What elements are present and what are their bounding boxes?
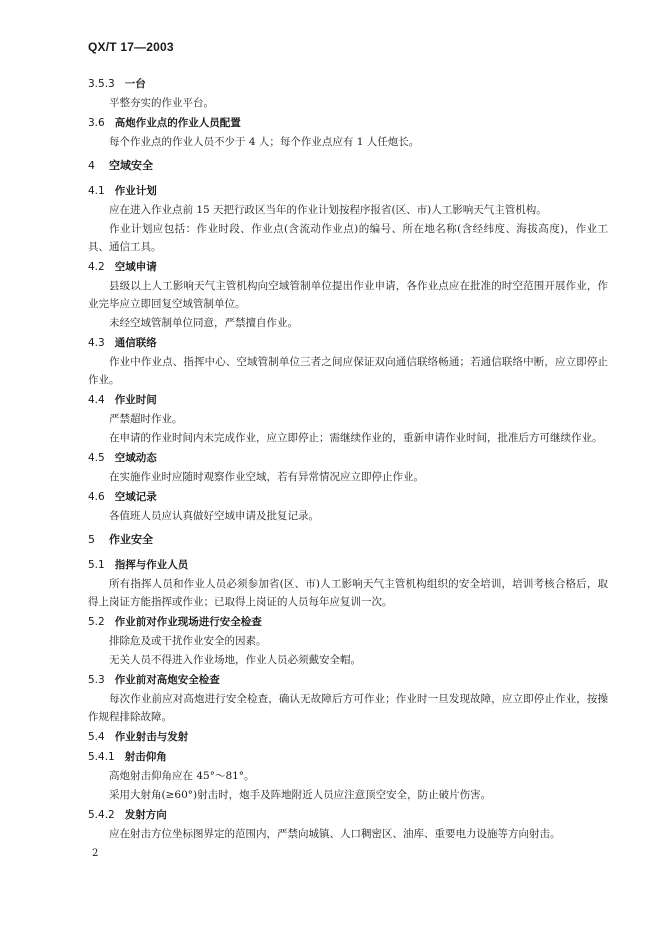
section-title: 作业计划	[114, 185, 157, 197]
paragraph: 严禁超时作业。	[109, 413, 183, 425]
section-title: 射击仰角	[124, 751, 167, 763]
paragraph: 高炮射击仰角应在 45°～81°。	[109, 770, 255, 782]
subsection-heading	[88, 487, 608, 507]
subsection-heading	[88, 612, 608, 632]
paragraph: 在申请的作业时间内未完成作业，应立即停止；需继续作业的，重新申请作业时间，批准后方可继续作业。	[109, 432, 603, 444]
section-title: 作业射击与发射	[114, 731, 189, 743]
subsection-heading	[88, 670, 608, 690]
section-number: 4.6	[88, 491, 105, 503]
subsection-heading	[88, 333, 608, 353]
paragraph: 在实施作业时应随时观察作业空域，若有异常情况应立即停止作业。	[109, 471, 424, 483]
section-title: 空域安全	[109, 159, 153, 172]
section-title: 空域记录	[114, 491, 157, 503]
section-title: 作业安全	[109, 533, 153, 546]
section-title: 一台	[124, 78, 146, 90]
subsection-heading	[88, 747, 608, 767]
subsection-heading	[88, 181, 608, 201]
section-title: 作业前对高炮安全检查	[114, 674, 220, 686]
section-number: 5.1	[88, 559, 105, 571]
subsection-heading	[88, 257, 608, 277]
paragraph: 每次作业前应对高炮进行安全检查，确认无故障后方可作业；作业时一旦发现故障，应立即停止作业，按操作规程排除故障。	[88, 693, 608, 723]
section-title: 空域申请	[114, 261, 157, 273]
section-title: 通信联络	[114, 337, 157, 349]
subsection-heading	[88, 805, 608, 825]
section-title: 指挥与作业人员	[114, 559, 189, 571]
paragraph: 平整夯实的作业平台。	[109, 97, 214, 109]
paragraph: 县级以上人工影响天气主管机构向空域管制单位提出作业申请，各作业点应在批准的时空范围开展作业，作业完毕应立即回复空域管制单位。	[88, 280, 608, 310]
section-number: 4.3	[88, 337, 105, 349]
subsection-heading	[88, 555, 608, 575]
section-title: 高炮作业点的作业人员配置	[114, 117, 241, 129]
paragraph: 无关人员不得进入作业场地，作业人员必须戴安全帽。	[109, 654, 361, 666]
section-number: 4	[88, 159, 95, 172]
section-title: 作业前对作业现场进行安全检查	[114, 616, 262, 628]
paragraph: 应在进入作业点前 15 天把行政区当年的作业计划按程序报省(区、市)人工影响天气主管机构。	[109, 204, 547, 216]
section-number: 4.4	[88, 394, 105, 406]
subsection-heading	[88, 113, 608, 133]
section-title: 发射方向	[124, 809, 167, 821]
paragraph: 排除危及或干扰作业安全的因素。	[109, 635, 267, 647]
page-number: 2	[92, 848, 99, 859]
section-number: 3.6	[88, 117, 105, 129]
section-title: 作业时间	[114, 394, 157, 406]
section-number: 4.5	[88, 452, 105, 464]
section-number: 4.1	[88, 185, 105, 197]
paragraph: 作业中作业点、指挥中心、空域管制单位三者之间应保证双向通信联络畅通；若通信联络中断，应立即停止作业。	[88, 356, 608, 386]
paragraph: 各值班人员应认真做好空域申请及批复记录。	[109, 510, 319, 522]
section-number: 5.2	[88, 616, 105, 628]
section-title: 空域动态	[114, 452, 157, 464]
section-number: 5.4.2	[88, 809, 115, 821]
paragraph: 所有指挥人员和作业人员必须参加省(区、市)人工影响天气主管机构组织的安全培训，培训考核合格后，取得上岗证方能指挥或作业；已取得上岗证的人员每年应复训一次。	[88, 578, 608, 608]
section-number: 5	[88, 533, 95, 546]
document-body	[88, 74, 608, 844]
subsection-heading	[88, 727, 608, 747]
subsection-heading	[88, 74, 608, 94]
subsection-heading	[88, 448, 608, 468]
section-number: 4.2	[88, 261, 105, 273]
subsection-heading	[88, 390, 608, 410]
section-number: 5.4	[88, 731, 105, 743]
section-number: 3.5.3	[88, 78, 115, 90]
paragraph: 应在射击方位坐标图界定的范围内，严禁向城镇、人口稠密区、油库、重要电力设施等方向射击。	[109, 828, 561, 840]
section-heading	[88, 155, 608, 177]
paragraph: 作业计划应包括：作业时段、作业点(含流动作业点)的编号、所在地名称(含经纬度、海拔高度)，作业工具、通信工具。	[88, 223, 608, 253]
section-number: 5.4.1	[88, 751, 115, 763]
paragraph: 每个作业点的作业人员不少于 4 人；每个作业点应有 1 人任炮长。	[109, 136, 420, 148]
paragraph: 采用大射角(≥60°)射击时，炮手及阵地附近人员应注意顶空安全，防止破片伤害。	[109, 789, 492, 801]
section-heading	[88, 529, 608, 551]
section-number: 5.3	[88, 674, 105, 686]
document-code-header: QX/T 17—2003	[88, 40, 174, 54]
paragraph: 未经空域管制单位同意，严禁擅自作业。	[109, 317, 298, 329]
